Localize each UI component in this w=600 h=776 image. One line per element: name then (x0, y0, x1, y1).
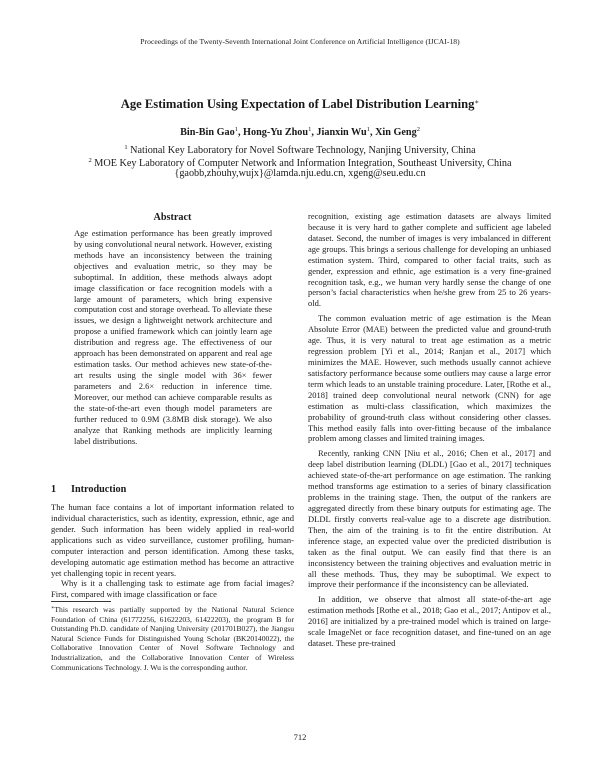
section-heading-introduction (51, 484, 294, 495)
author-separator: , (237, 127, 244, 138)
author-list (0, 126, 600, 138)
author-affiliation-mark: 1 (234, 126, 238, 133)
page-number: 712 (293, 732, 307, 742)
title-text: Age Estimation Using Expectation of Label Distribution Learning (120, 97, 475, 111)
footnote-mark: ∗ (51, 606, 55, 611)
abstract-heading: Abstract (153, 212, 192, 223)
affiliation-text: National Key Laboratory for Novel Software Technology, Nanjing University, China (127, 145, 476, 156)
footnote (51, 604, 294, 672)
author-affiliation-mark: 1 (308, 126, 312, 133)
affiliation-text: MOE Key Laboratory of Computer Network and Information Integration, Southeast University, China (91, 158, 512, 169)
body-paragraph: In addition, we observe that almost all state-of-the-art age estimation methods [Rothe et al., 2018; Gao et al., 2017; Antipov et al., 2016] are initialized by a pre-trained model which is trained on large-scale ImageNet or face recognition dataset, and fine-tuned on an age dataset. These pre-trained (308, 594, 551, 649)
author-separator: , (369, 127, 376, 138)
author-affiliation-mark: 2 (416, 126, 420, 133)
author-separator: , (311, 127, 317, 138)
body-paragraph: The common evaluation metric of age estimation is the Mean Absolute Error (MAE) between the predicted value and ground-truth age. Thus, it is very natural to treat age estimation as a metric regression problem [Yi et al., 2014; Ranjan et al., 2017] which minimizes the MAE. However, such methods usually cannot achieve satisfactory performance because some outliers may cause a large error term which leads to an unstable training procedure. Later, [Rothe et al., 2018] trained deep convolutional neural network (CNN) for age estimation as multi-class classification, which maximizes the probability of ground-truth class without considering other classes. This method easily falls into over-fitting because of the imbalance problem among classes and limited training images. (308, 313, 551, 444)
footnote-text: This research was partially supported by the National Natural Science Foundation of China (61772256, 61622203, 61422203), the program B for Outstanding Ph.D. candidate of Nanjing University (201701B027), the Jiangsu Natural Science Funds for Distinguished Young Scholar (BK20140022), the Collaborative Innovation Center of Novel Software Technology and Industrialization, and the Collaborative Innovation Center of Wireless Communications Technology. J. Wu is the corresponding author. (51, 605, 294, 672)
author-name: Jianxin Wu (316, 127, 367, 138)
author-affiliation-mark: 1 (366, 126, 370, 133)
body-paragraph: Recently, ranking CNN [Niu et al., 2016; Chen et al., 2017] and deep label distribution learning (DLDL) [Gao et al., 2017] techniques achieved state-of-the-art performance on age estimation. The ranking method transforms age estimation to a series of binary classification problems in the training stage. Then, the output of the rankers are aggregated directly from these binary outputs for estimating age. The DLDL firstly converts real-value age to a discrete age distribution. Then, the aim of the training is to fit the entire distribution. At inference stage, an expected value over the predicted distribution is taken as the final output. We can easily find that there is an inconsistency between the training objectives and evaluation metric in all these methods. Thus, they may be suboptimal. We expect to improve their performance if the inconsistency can be alleviated. (308, 448, 551, 590)
author-name: Bin-Bin Gao (180, 127, 235, 138)
paper-title (0, 97, 600, 112)
right-column-body (308, 211, 551, 649)
affiliation-mark: 1 (124, 144, 128, 151)
footnote-rule (51, 601, 111, 602)
body-paragraph: recognition, existing age estimation datasets are always limited because it is very hard to gather complete and sufficient age labeled dataset. Second, the number of images is very imbalanced in different age groups. This brings a serious challenge for developing an unbiased estimation system. Third, compared to other facial traits, such as gender, expression and ethnic, age estimation is a very fine-grained recognition task, e.g., we human very hardly sense the change of one person’s facial characteristics when he/she grew from 25 to 26 years-old. (308, 211, 551, 309)
abstract-text: Age estimation performance has been greatly improved by using convolutional neural network. However, existing methods have an inconsistency between the training objectives and evaluation metric, so they may be suboptimal. In addition, these methods always adopt image classification or face recognition models with a large amount of parameters, which bring expensive computation cost and storage overhead. To alleviate these issues, we design a lightweight network architecture and propose a unified framework which can jointly learn age distribution and regress age. The effectiveness of our approach has been demonstrated on apparent and real age estimation tasks. Our method achieves new state-of-the-art results using the single model with 36× fewer parameters and 2.6× reduction in inference time. Moreover, our method can achieve comparable results as the state-of-the-art even though model parameters are further reduced to 0.9M (3.8MB disk storage). We also analyze that Ranking methods are implicitly learning label distributions. (74, 228, 272, 446)
section-title: Introduction (71, 484, 127, 495)
author-name: Hong-Yu Zhou (243, 127, 309, 138)
proceedings-header: Proceedings of the Twenty-Seventh International Joint Conference on Artificial Intelligence (IJCAI-18) (140, 37, 460, 46)
title-footnote-mark: ∗ (474, 98, 480, 106)
affiliation-mark: 2 (88, 157, 92, 164)
author-emails: {gaobb,zhouhy,wujx}@lamda.nju.edu.cn, xgeng@seu.edu.cn (174, 168, 426, 179)
body-paragraph: Why is it a challenging task to estimate age from facial images? First, compared with image classification or face (51, 578, 294, 600)
introduction-body (51, 502, 294, 600)
section-number: 1 (51, 484, 57, 495)
author-name: Xin Geng (375, 127, 417, 138)
body-paragraph: The human face contains a lot of important information related to individual characteristics, such as identity, expression, ethnic, age and gender. Such information has been widely applied in real-world applications such as video surveillance, customer profiling, human-computer interaction and person identification. Among these tasks, developing automatic age estimation method has become an attractive yet challenging topic in recent years. (51, 502, 294, 578)
